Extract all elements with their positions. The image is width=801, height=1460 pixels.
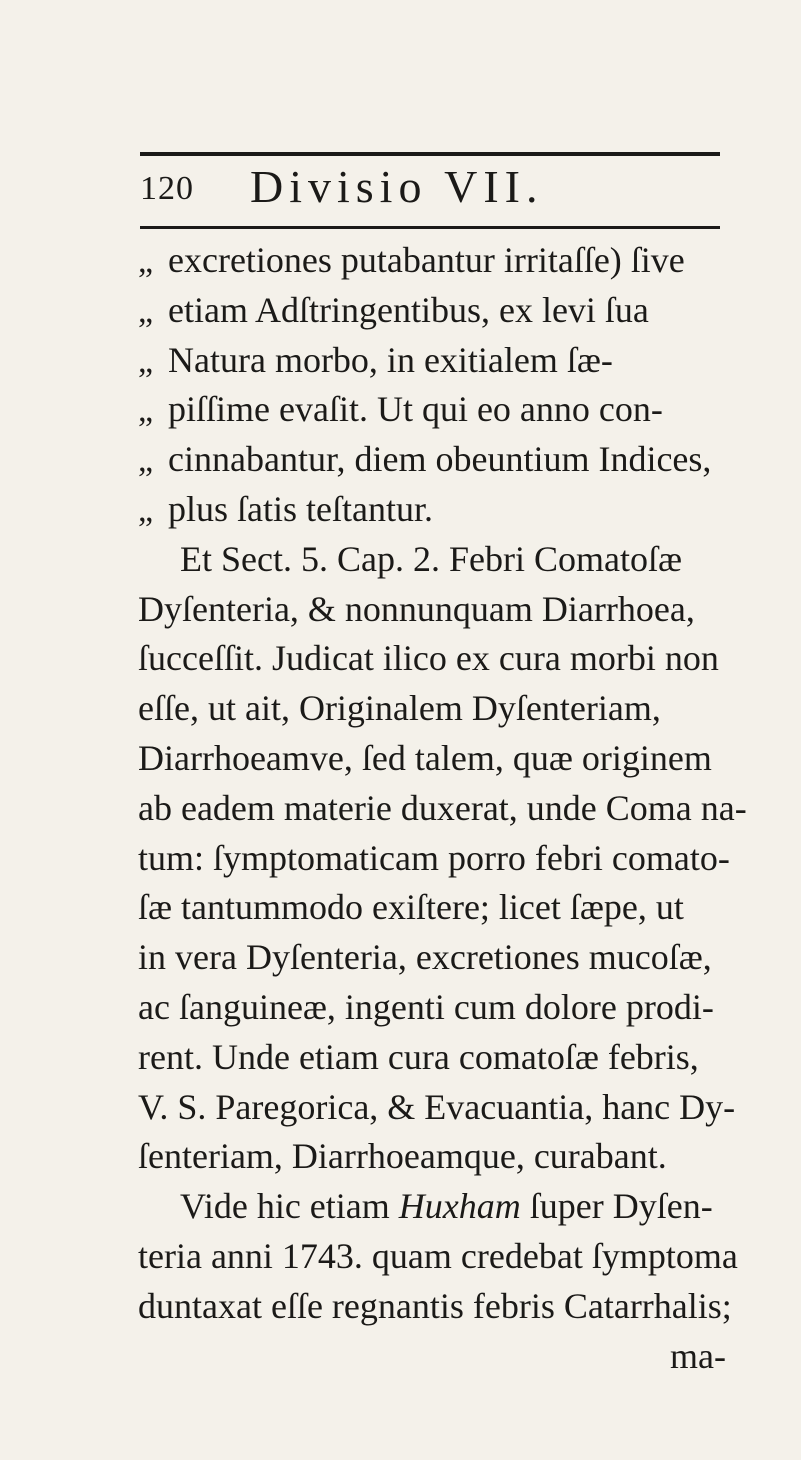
text-line	[138, 435, 778, 485]
text-line	[138, 385, 778, 435]
text-line: ac ſanguineæ, ingenti cum dolore prodi-	[138, 986, 714, 1027]
text-line	[138, 286, 778, 336]
quote-mark: „	[138, 342, 154, 380]
line-text: Natura morbo, in exitialem ſæ-	[168, 339, 613, 380]
text-line: ſucceſſit. Judicat ilico ex cura morbi non	[138, 638, 719, 679]
quote-mark: „	[138, 491, 154, 529]
text-line	[138, 336, 778, 386]
text-line: rent. Unde etiam cura comatoſæ febris,	[138, 1036, 699, 1077]
quote-mark: „	[138, 442, 154, 480]
body-text	[138, 236, 778, 1381]
running-head: Divisio VII.	[250, 161, 544, 212]
text-line	[138, 236, 778, 286]
text-line: V. S. Paregorica, & Evacuantia, hanc Dy-	[138, 1086, 736, 1127]
text-line	[138, 1182, 778, 1232]
header-rule	[140, 226, 720, 229]
line-text: cinnabantur, diem obeuntium Indices,	[168, 439, 712, 480]
quote-mark: „	[138, 392, 154, 430]
catchword: ma-	[670, 1335, 726, 1376]
text-line: tum: ſymptomaticam porro febri comato-	[138, 837, 730, 878]
text-line: Et Sect. 5. Cap. 2. Febri Comatoſæ	[180, 538, 682, 579]
quote-mark: „	[138, 292, 154, 330]
text-line: eſſe, ut ait, Originalem Dyſenteriam,	[138, 688, 661, 729]
line-text: etiam Adſtringentibus, ex levi ſua	[168, 289, 649, 330]
text-line: teria anni 1743. quam credebat ſymptoma	[138, 1235, 738, 1276]
text-line: ſæ tantummodo exiſtere; licet ſæpe, ut	[138, 887, 684, 928]
line-text: ſuper Dyſen-	[520, 1186, 713, 1227]
author-name: Huxham	[398, 1186, 521, 1227]
line-text: excretiones putabantur irritaſſe) ſive	[168, 240, 685, 280]
text-line: Diarrhoeamve, ſed talem, quæ originem	[138, 737, 712, 778]
page-number: 120	[140, 170, 194, 207]
line-text: Vide hic etiam	[180, 1186, 399, 1227]
line-text: plus ſatis teſtantur.	[168, 488, 433, 529]
text-line: ab eadem materie duxerat, unde Coma na-	[138, 787, 747, 828]
text-line: duntaxat eſſe regnantis febris Catarrhalis;	[138, 1285, 732, 1326]
page-header	[140, 160, 720, 222]
line-text: piſſime evaſit. Ut qui eo anno con-	[168, 389, 663, 430]
text-line: ſenteriam, Diarrhoeamque, curabant.	[138, 1136, 667, 1177]
top-rule	[140, 152, 720, 156]
text-line: Dyſenteria, & nonnunquam Diarrhoea,	[138, 588, 695, 629]
text-line	[138, 485, 778, 535]
quote-mark: „	[138, 243, 154, 280]
text-line: in vera Dyſenteria, excretiones mucoſæ,	[138, 937, 712, 978]
